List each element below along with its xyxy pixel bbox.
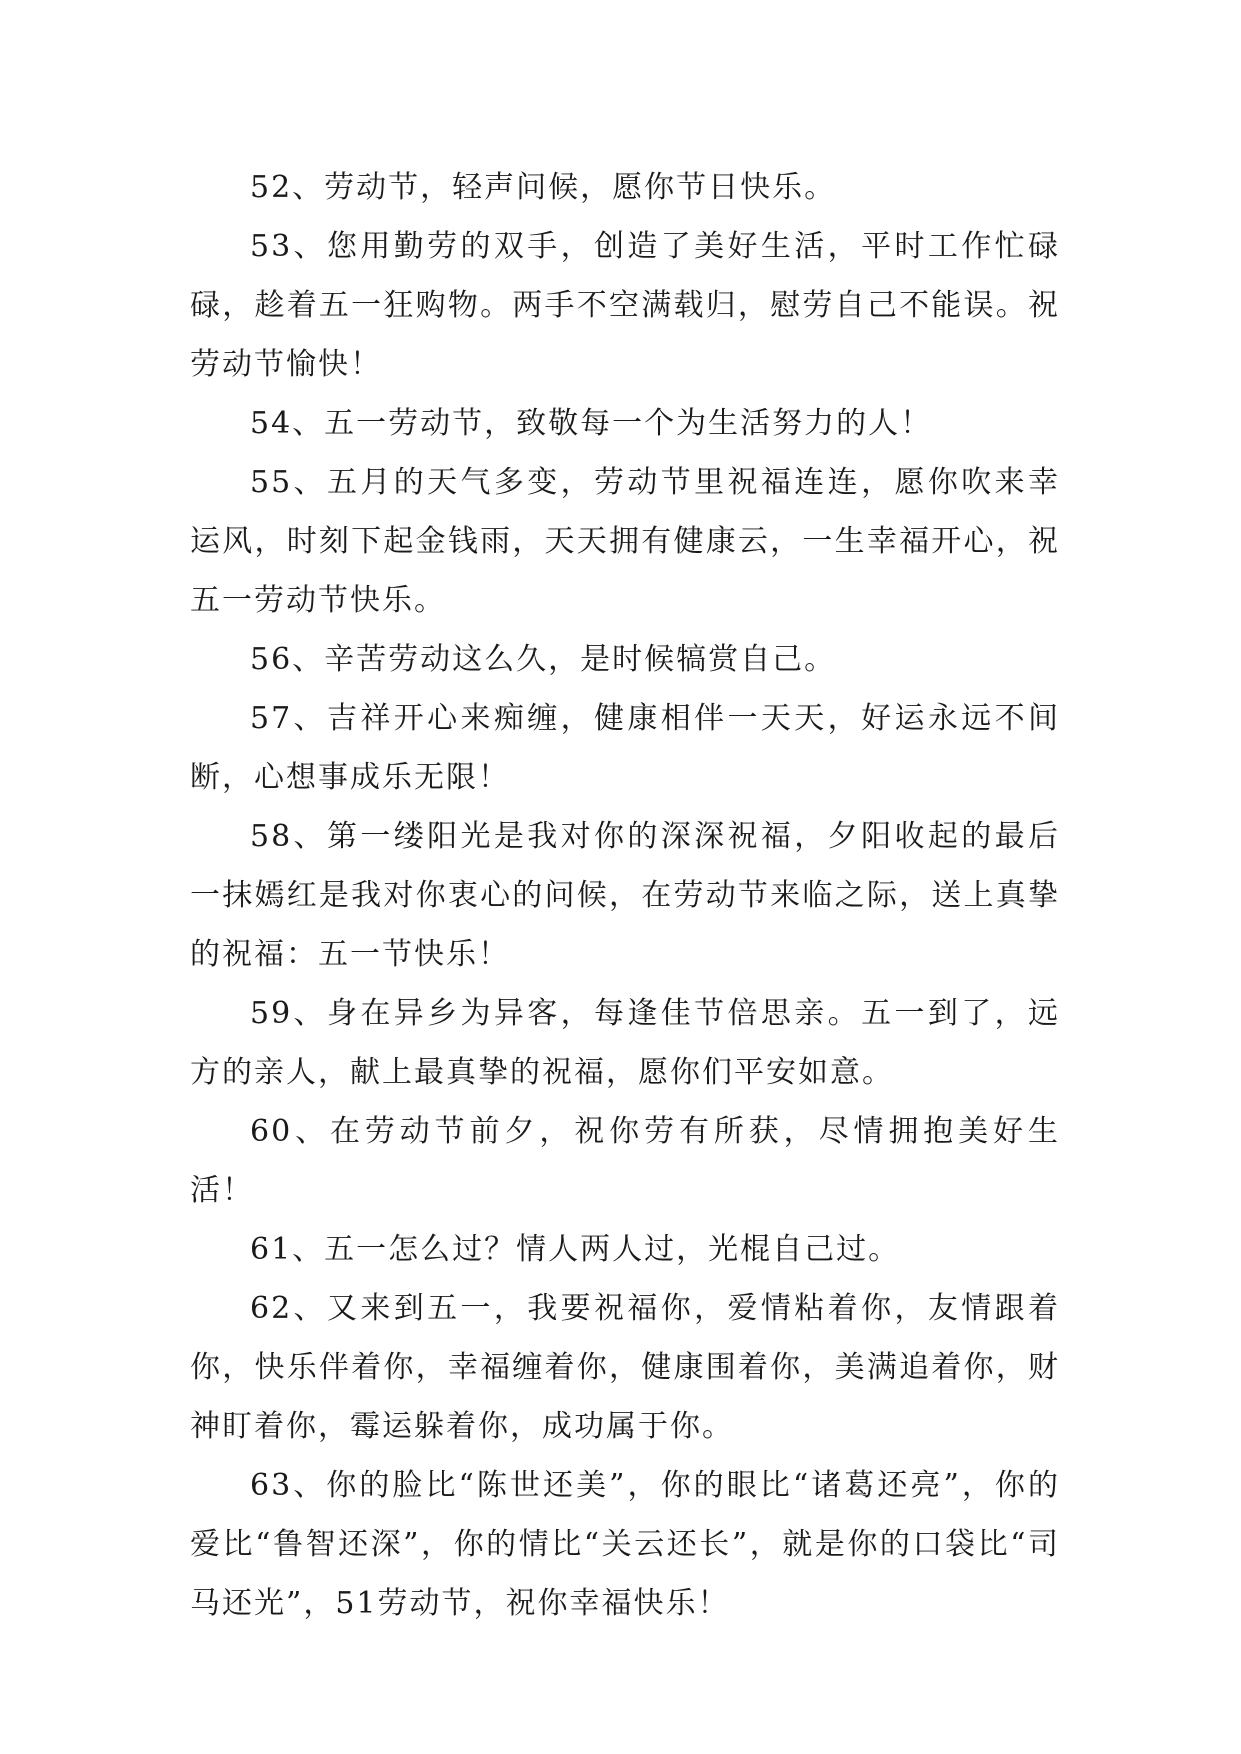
paragraph-52: 52、劳动节，轻声问候，愿你节日快乐。 — [250, 170, 837, 205]
paragraph-58: 58、第一缕阳光是我对你的深深祝福，夕阳收起的最后一抹嫣红是我对你衷心的问候，在劳动节来临之际，送上真挚的祝福：五一节快乐！ — [190, 819, 1060, 972]
document-body — [190, 158, 1060, 1633]
paragraph-60: 60、在劳动节前夕，祝你劳有所获，尽情拥抱美好生活！ — [190, 1114, 1060, 1208]
paragraph-62: 62、又来到五一，我要祝福你，爱情粘着你，友情跟着你，快乐伴着你，幸福缠着你，健康围着你，美满追着你，财神盯着你，霉运躲着你，成功属于你。 — [190, 1291, 1060, 1444]
paragraph-54: 54、五一劳动节，致敬每一个为生活努力的人！ — [250, 406, 933, 441]
paragraph-55: 55、五月的天气多变，劳动节里祝福连连，愿你吹来幸运风，时刻下起金钱雨，天天拥有健康云，一生幸福开心，祝五一劳动节快乐。 — [190, 465, 1060, 618]
paragraph-63: 63、你的脸比“陈世还美”，你的眼比“诸葛还亮”，你的爱比“鲁智还深”，你的情比“关云还长”，就是你的口袋比“司马还光”，51劳动节，祝你幸福快乐！ — [190, 1468, 1060, 1621]
paragraph-56: 56、辛苦劳动这么久，是时候犒赏自己。 — [250, 642, 837, 677]
paragraph-53: 53、您用勤劳的双手，创造了美好生活，平时工作忙碌碌，趁着五一狂购物。两手不空满载归，慰劳自己不能误。祝劳动节愉快！ — [190, 229, 1060, 382]
paragraph-57: 57、吉祥开心来痴缠，健康相伴一天天，好运永远不间断，心想事成乐无限！ — [190, 701, 1060, 795]
paragraph-59: 59、身在异乡为异客，每逢佳节倍思亲。五一到了，远方的亲人，献上最真挚的祝福，愿你们平安如意。 — [190, 996, 1060, 1090]
paragraph-61: 61、五一怎么过？情人两人过，光棍自己过。 — [250, 1232, 901, 1267]
